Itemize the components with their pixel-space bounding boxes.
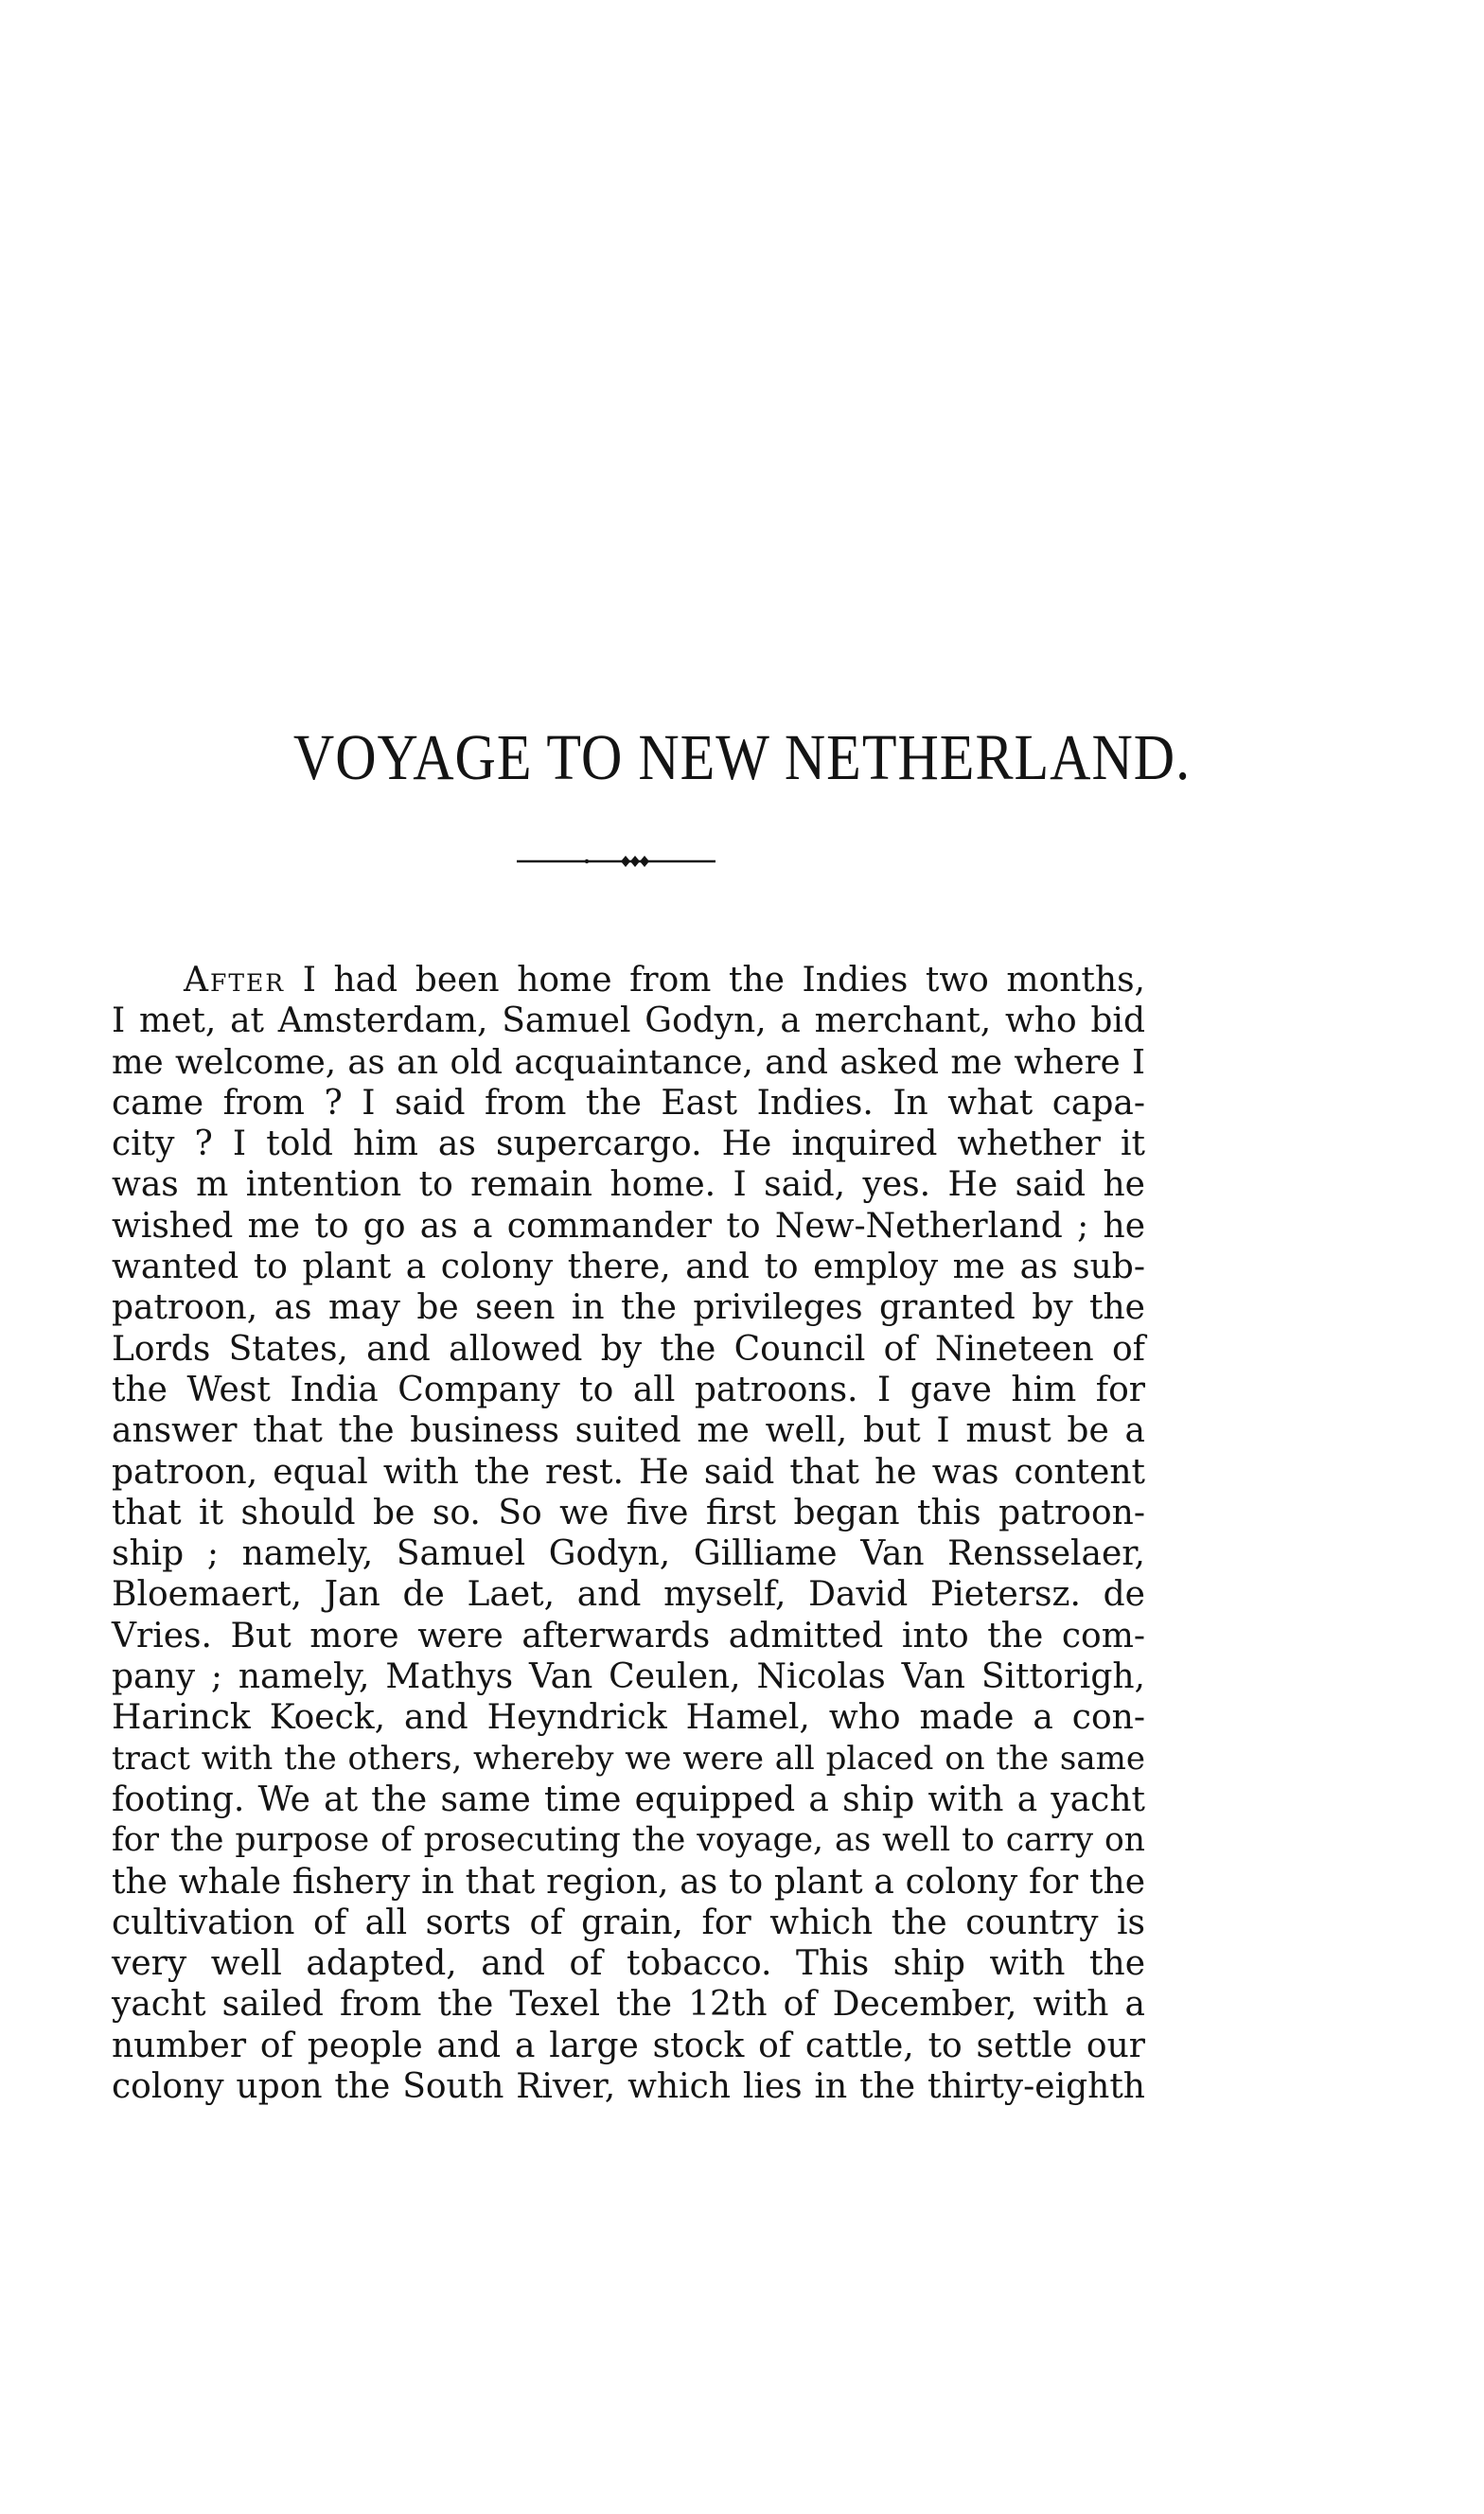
- text-line: cultivation of all sorts of grain, for which the country is: [112, 1903, 1145, 1942]
- text-line: yacht sailed from the Texel the 12th of December, with a: [112, 1985, 1145, 2025]
- decorative-rule-ornament: [517, 852, 716, 871]
- text-line: number of people and a large stock of cattle, to settle our: [112, 2026, 1145, 2065]
- text-line: that it should be so. So we five first began this patroon-: [112, 1493, 1145, 1532]
- first-line-text: I had been home from the Indies two months,: [302, 961, 1145, 1000]
- text-line: me welcome, as an old acquaintance, and asked me where I: [112, 1042, 1145, 1082]
- text-line: Bloemaert, Jan de Laet, and myself, David Pietersz. de: [112, 1575, 1145, 1615]
- text-line: wished me to go as a commander to New-Netherland ; he: [112, 1206, 1145, 1246]
- text-line: the whale fishery in that region, as to plant a colony for the: [112, 1862, 1145, 1902]
- text-line: pany ; namely, Mathys Van Ceulen, Nicolas Van Sittorigh,: [112, 1657, 1145, 1697]
- text-line: tract with the others, whereby we were all placed on the same: [112, 1739, 1145, 1778]
- text-line: wanted to plant a colony there, and to employ me as sub-: [112, 1248, 1145, 1287]
- body-paragraph: [112, 960, 1145, 2107]
- text-line: patroon, as may be seen in the privileges granted by the: [112, 1288, 1145, 1328]
- text-line: colony upon the South River, which lies in the thirty-eighth: [112, 2067, 1145, 2107]
- text-line: ship ; namely, Samuel Godyn, Gilliame Van Rensselaer,: [112, 1534, 1145, 1574]
- text-line: city ? I told him as supercargo. He inquired whether it: [112, 1124, 1145, 1164]
- text-line: Lords States, and allowed by the Council of Nineteen of: [112, 1329, 1145, 1369]
- text-line: patroon, equal with the rest. He said that he was content: [112, 1452, 1145, 1492]
- text-line: came from ? I said from the East Indies. In what capa-: [112, 1083, 1145, 1123]
- text-line: I met, at Amsterdam, Samuel Godyn, a merchant, who bid: [112, 1001, 1145, 1041]
- first-word-smallcaps: After: [184, 961, 286, 1000]
- chapter-title: VOYAGE TO NEW NETHERLAND.: [292, 721, 1192, 793]
- paragraph-first-line: [112, 960, 1145, 1000]
- text-line: very well adapted, and of tobacco. This ship with the: [112, 1944, 1145, 1984]
- text-line: answer that the business suited me well, but I must be a: [112, 1411, 1145, 1451]
- text-line: Harinck Koeck, and Heyndrick Hamel, who made a con-: [112, 1698, 1145, 1738]
- text-line: Vries. But more were afterwards admitted into the com-: [112, 1616, 1145, 1655]
- text-line: the West India Company to all patroons. I gave him for: [112, 1370, 1145, 1409]
- text-line: footing. We at the same time equipped a ship with a yacht: [112, 1779, 1145, 1819]
- text-line: was m intention to remain home. I said, yes. He said he: [112, 1165, 1145, 1205]
- text-line: for the purpose of prosecuting the voyage, as well to carry on: [112, 1821, 1145, 1860]
